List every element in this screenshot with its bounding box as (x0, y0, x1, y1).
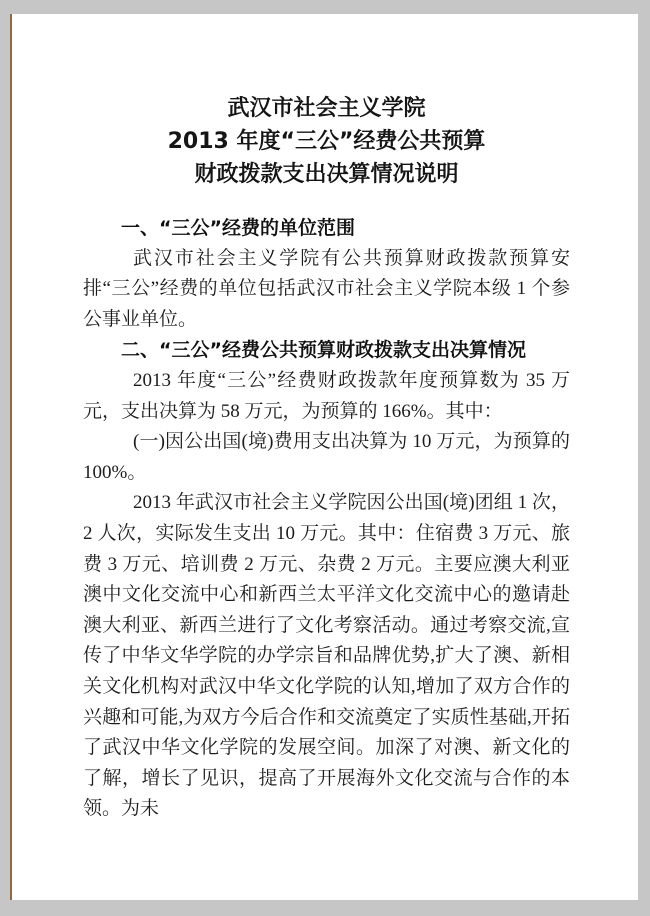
body-paragraph: 武汉市社会主义学院有公共预算财政拨款预算安排“三公”经费的单位包括武汉市社会主义学院本级 1 个参公事业单位。 (83, 247, 570, 330)
document-page (12, 14, 638, 900)
title-line-3: 财政拨款支出决算情况说明 (194, 162, 459, 187)
body-paragraph: 2013 年度“三公”经费财政拨款年度预算数为 35 万元，支出决算为 58 万元，为预算的 166%。其中： (83, 369, 570, 422)
document-title (83, 92, 570, 191)
section-heading: 二、“三公”经费公共预算财政拨款支出决算情况 (121, 339, 526, 362)
document-body (83, 213, 570, 825)
body-paragraph: (一)因公出国(境)费用支出决算为 10 万元，为预算的 100%。 (83, 431, 570, 483)
title-line-1: 武汉市社会主义学院 (227, 96, 426, 121)
body-paragraph: 2013 年武汉市社会主义学院因公出国(境)团组 1 次，2 人次，实际发生支出 10 万元。其中：住宿费 3 万元、旅费 3 万元、培训费 2 万元、杂费 2 万元。主要应澳大利亚澳中文化交流中心和新西兰太平洋文化交流中心的邀请赴澳大利亚、新西兰进行了文化考察活动。通过考察交流,宣传了中华文华学院的办学宗旨和品牌优势,扩大了澳、新相关文化机构对武汉中华文化学院的认知,增加了双方合作的兴趣和可能,为双方今后合作和交流奠定了实质性基础,开拓了武汉中华文化学院的发展空间。加深了对澳、新文化的了解，增长了见识，提高了开展海外文化交流与合作的本领。为未 (83, 492, 570, 820)
title-line-2: 2013 年度“三公”经费公共预算 (167, 129, 486, 154)
section-heading: 一、“三公”经费的单位范围 (121, 217, 355, 239)
